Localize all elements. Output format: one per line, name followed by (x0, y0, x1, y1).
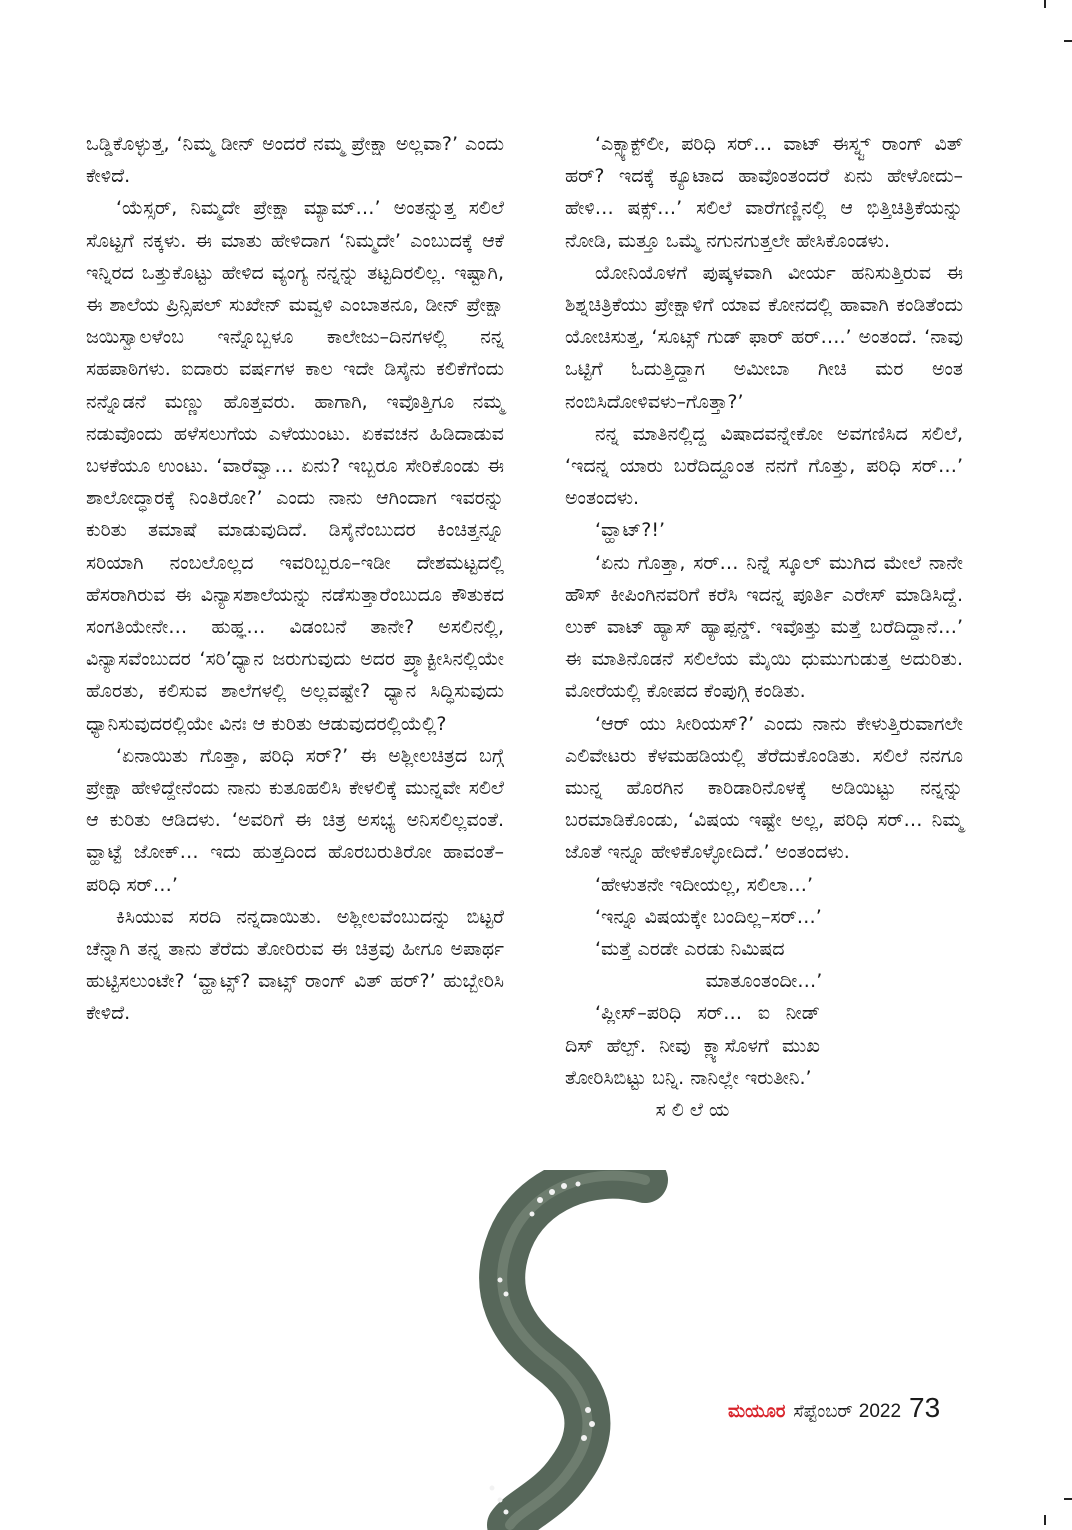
paragraph: ಯೋನಿಯೊಳಗೆ ಪುಷ್ಕಳವಾಗಿ ವೀರ್ಯ ಹನಿಸುತ್ತಿರುವ ಈ ಶಿಶ್ನಚಿತ್ರಿಕೆಯು ಪ್ರೇಕ್ಷಾಳಿಗೆ ಯಾವ ಕೋನದಲ್ಲಿ ಹಾವಾಗಿ ಕಂಡಿತೆಂದು ಯೋಚಿಸುತ್ತ, ‘ಸೂಟ್ಸ್ ಗುಡ್ ಫಾರ್ ಹರ್….’ ಅಂತಂದೆ. ‘ನಾವು ಒಟ್ಟಿಗೆ ಓದುತ್ತಿದ್ದಾಗ ಅಮೀಬಾ ಗೀಚಿ ಮರ ಅಂತ ನಂಬಿಸಿದೋಳಿವಳು–ಗೊತ್ತಾ?’ (565, 261, 963, 413)
paragraph: ಕಿಸಿಯುವ ಸರದಿ ನನ್ನದಾಯಿತು. ಅಶ್ಲೀಲವೆಂಬುದನ್ನು ಬಿಟ್ಟರೆ ಚೆನ್ನಾಗಿ ತನ್ನ ತಾನು ತೆರೆದು ತೋರಿರುವ ಈ ಚಿತ್ರವು ಹೀಗೂ ಅಪಾರ್ಥ ಹುಟ್ಟಿಸಲುಂಟೇ? ‘ವ್ಹಾಟ್ಸ್? ವಾಟ್ಸ್ ರಾಂಗ್ ವಿತ್ ಹರ್?’ ಹುಬ್ಬೇರಿಸಿ ಕೇಳಿದೆ. (86, 905, 504, 1025)
page-footer (728, 1392, 968, 1428)
paragraph: ‘ಇನ್ನೂ ವಿಷಯಕ್ಕೇ ಬಂದಿಲ್ಲ–ಸರ್…’ (595, 905, 822, 928)
paragraph: ‘ಏನಾಯಿತು ಗೊತ್ತಾ, ಪರಿಧಿ ಸರ್?’ ಈ ಅಶ್ಲೀಲಚಿತ್ರದ ಬಗ್ಗೆ ಪ್ರೇಕ್ಷಾ ಹೇಳಿದ್ದೇನೆಂದು ನಾನು ಕುತೂಹಲಿಸಿ ಕೇಳಲಿಕ್ಕೆ ಮುನ್ನವೇ ಸಲಿಲೆ ಆ ಕುರಿತು ಆಡಿದಳು. ‘ಅವರಿಗೆ ಈ ಚಿತ್ರ ಅಸಭ್ಯ ಅನಿಸಲಿಲ್ಲವಂತೆ. ವ್ಹಾಟ್ಟೆ ಜೋಕ್… ಇದು ಹುತ್ತದಿಂದ ಹೊರಬರುತಿರೋ ಹಾವಂತೆ–ಪರಿಧಿ ಸರ್…’ (86, 744, 504, 896)
crop-mark (1064, 1498, 1072, 1500)
crop-mark (1044, 1515, 1046, 1525)
paragraph: ಒಡ್ಡಿಕೊಳ್ಳುತ್ತ, ‘ನಿಮ್ಮ ಡೀನ್ ಅಂದರೆ ನಮ್ಮ ಪ್ರೇಕ್ಷಾ ಅಲ್ಲವಾ?’ ಎಂದು ಕೇಳಿದೆ. (86, 133, 504, 188)
paragraph: ‘ಯೆಸ್ಸರ್, ನಿಮ್ಮದೇ ಪ್ರೇಕ್ಷಾ ಮ್ಯಾಮ್…’ ಅಂತನ್ನುತ್ತ ಸಲಿಲೆ ಸೊಟ್ಟಗೆ ನಕ್ಕಳು. ಈ ಮಾತು ಹೇಳಿದಾಗ ‘ನಿಮ್ಮದೇ’ ಎಂಬುದಕ್ಕೆ ಆಕೆ ಇನ್ನಿರದ ಒತ್ತುಕೊಟ್ಟು ಹೇಳಿದ ವ್ಯಂಗ್ಯ ನನ್ನನ್ನು ತಟ್ಟದಿರಲಿಲ್ಲ. ಇಷ್ಟಾಗಿ, ಈ ಶಾಲೆಯ ಪ್ರಿನ್ಸಿಪಲ್ ಸುಖೇನ್ ಮವ್ವಳಿ ಎಂಬಾತನೂ, ಡೀನ್ ಪ್ರೇಕ್ಷಾ ಜಯಿಸ್ವಾಲಳೆಂಬ ಇನ್ನೊಬ್ಬಳೂ ಕಾಲೇಜು–ದಿನಗಳಲ್ಲಿ ನನ್ನ ಸಹಪಾಠಿಗಳು. ಐದಾರು ವರ್ಷಗಳ ಕಾಲ ಇದೇ ಡಿಸೈನು ಕಲಿಕೆಗೆಂದು ನನ್ನೊಡನೆ ಮಣ್ಣು ಹೊತ್ತವರು. ಹಾಗಾಗಿ, ಇವೊತ್ತಿಗೂ ನಮ್ಮ ನಡುವೊಂದು ಹಳೆಸಲುಗೆಯ ಎಳೆಯುಂಟು. ಏಕವಚನ ಹಿಡಿದಾಡುವ ಬಳಕೆಯೂ ಉಂಟು. ‘ವಾರೆವ್ವಾ… ಏನು? ಇಬ್ಬರೂ ಸೇರಿಕೊಂಡು ಈ ಶಾಲೋದ್ಧಾರಕ್ಕೆ ನಿಂತಿರೋ?’ ಎಂದು ನಾನು ಆಗಿಂದಾಗ ಇವರನ್ನು ಕುರಿತು ತಮಾಷೆ ಮಾಡುವುದಿದೆ. ಡಿಸೈನೆಂಬುದರ ಕಿಂಚಿತ್ತನ್ನೂ ಸರಿಯಾಗಿ ನಂಬಲೊಲ್ಲದ ಇವರಿಬ್ಬರೂ–ಇಡೀ ದೇಶಮಟ್ಟದಲ್ಲಿ ಹೆಸರಾಗಿರುವ ಈ ವಿನ್ಯಾಸಶಾಲೆಯನ್ನು ನಡೆಸುತ್ತಾರೆಂಬುದೂ ಕೌತುಕದ ಸಂಗತಿಯೇನೇ… ಹುಹ್ಞ… ವಿಡಂಬನೆ ತಾನೇ? ಅಸಲಿನಲ್ಲಿ, ವಿನ್ಯಾಸವೆಂಬುದರ ‘ಸರಿ’ಧ್ಯಾನ ಜರುಗುವುದು ಅದರ ಪ್ರ್ಯಾಕ್ಟೀಸಿನಲ್ಲಿಯೇ ಹೊರತು, ಕಲಿಸುವ ಶಾಲೆಗಳಲ್ಲಿ ಅಲ್ಲವಷ್ಟೇ? ಧ್ಯಾನ ಸಿದ್ಧಿಸುವುದು ಧ್ಯಾನಿಸುವುದರಲ್ಲಿಯೇ ವಿನಃ ಆ ಕುರಿತು ಆಡುವುದರಲ್ಲಿಯೆಲ್ಲಿ? (86, 197, 504, 735)
paragraph: ‘ವ್ಹಾಟ್?!’ (595, 519, 666, 542)
crop-mark (1064, 40, 1072, 42)
right-text-column (565, 128, 963, 1126)
page-number: 73 (909, 1392, 941, 1423)
left-text-column (86, 128, 504, 1030)
paragraph: ನನ್ನ ಮಾತಿನಲ್ಲಿದ್ದ ವಿಷಾದವನ್ನೇಕೋ ಅವಗಣಿಸಿದ ಸಲಿಲೆ, ‘ಇದನ್ನ ಯಾರು ಬರೆದಿದ್ದೂಂತ ನನಗೆ ಗೊತ್ತು, ಪರಿಧಿ ಸರ್…’ ಅಂತಂದಳು. (565, 422, 963, 510)
paragraph: ಮಾತೂಂತಂದೀ…’ (705, 970, 823, 993)
paragraph: ಸ ಲಿ ಲೆ ಯ (655, 1099, 730, 1122)
paragraph: ‘ಏನು ಗೊತ್ತಾ, ಸರ್… ನಿನ್ನೆ ಸ್ಕೂಲ್ ಮುಗಿದ ಮೇಲೆ ನಾನೇ ಹೌಸ್ ಕೀಪಿಂಗಿನವರಿಗೆ ಕರೆಸಿ ಇದನ್ನ ಪೂರ್ತಿ ಎರೇಸ್ ಮಾಡಿಸಿದ್ದೆ. ಲುಕ್ ವಾಟ್ ಹ್ಯಾಸ್ ಹ್ಯಾಪ್ಪನ್ಡ್. ಇವೊತ್ತು ಮತ್ತೆ ಬರೆದಿದ್ದಾನೆ…’ ಈ ಮಾತಿನೊಡನೆ ಸಲಿಲೆಯ ಮೈಯಿ ಧುಮುಗುಡುತ್ತ ಅದುರಿತು. ಮೋರೆಯಲ್ಲಿ ಕೋಪದ ಕೆಂಪುಗ್ಗಿ ಕಂಡಿತು. (565, 551, 963, 703)
crop-mark (1044, 0, 1046, 8)
paragraph: ‘ಹೇಳುತನೇ ಇದೀಯಲ್ಲ, ಸಲಿಲಾ…’ (595, 873, 814, 896)
paragraph: ‘ಆರ್ ಯು ಸೀರಿಯಸ್?’ ಎಂದು ನಾನು ಕೇಳುತ್ತಿರುವಾಗಲೇ ಎಲಿವೇಟರು ಕೆಳಮಹಡಿಯಲ್ಲಿ ತೆರೆದುಕೊಂಡಿತು. ಸಲಿಲೆ ನನಗೂ ಮುನ್ನ ಹೊರಗಿನ ಕಾರಿಡಾರಿನೊಳಕ್ಕೆ ಅಡಿಯಿಟ್ಟು ನನ್ನನ್ನು ಬರಮಾಡಿಕೊಂಡು, ‘ವಿಷಯ ಇಷ್ಟೇ ಅಲ್ಲ, ಪರಿಧಿ ಸರ್… ನಿಮ್ಮ ಜೊತೆ ಇನ್ನೂ ಹೇಳಿಕೊಳ್ಳೋದಿದೆ.’ ಅಂತಂದಳು. (565, 712, 963, 864)
magazine-logo: ಮಯೂರ (728, 1401, 786, 1422)
paragraph: ‘ಪ್ಲೀಸ್–ಪರಿಧಿ ಸರ್… ಐ ನೀಡ್ ದಿಸ್ ಹೆಲ್ಪ್. ನೀವು ಕ್ಲ್ಯಾಸೊಳಗೆ ಮುಖ ತೋರಿಸಿಬಿಟ್ಟು ಬನ್ನಿ. ನಾನಿಲ್ಲೇ ಇರುತೀನಿ.’ (565, 1002, 820, 1089)
issue-month: ಸೆಪ್ಟೆಂಬರ್ (793, 1401, 853, 1422)
paragraph: ‘ಎಕ್ಸ್ಯಾಕ್ಟ್‌ಲೀ, ಪರಿಧಿ ಸರ್… ವಾಟ್ ಈಸ್ನ್ಟ್ ರಾಂಗ್ ವಿತ್ ಹರ್? ಇದಕ್ಕೆ ಕ್ಯೂಟಾದ ಹಾವೊಂತಂದರೆ ಏನು ಹೇಳೋದು–ಹೇಳಿ… ಷಕ್ಸ್…’ ಸಲಿಲೆ ವಾರೆಗಣ್ಣಿನಲ್ಲಿ ಆ ಭಿತ್ತಿಚಿತ್ರಿಕೆಯನ್ನು ನೋಡಿ, ಮತ್ತೂ ಒಮ್ಮೆ ನಗುನಗುತ್ತಲೇ ಹೇಸಿಕೊಂಡಳು. (565, 133, 963, 252)
paragraph: ‘ಮತ್ತೆ ಎರಡೇ ಎರಡು ನಿಮಿಷದ (595, 938, 785, 961)
issue-year: 2022 (858, 1401, 902, 1422)
snake-illustration (470, 1170, 690, 1530)
